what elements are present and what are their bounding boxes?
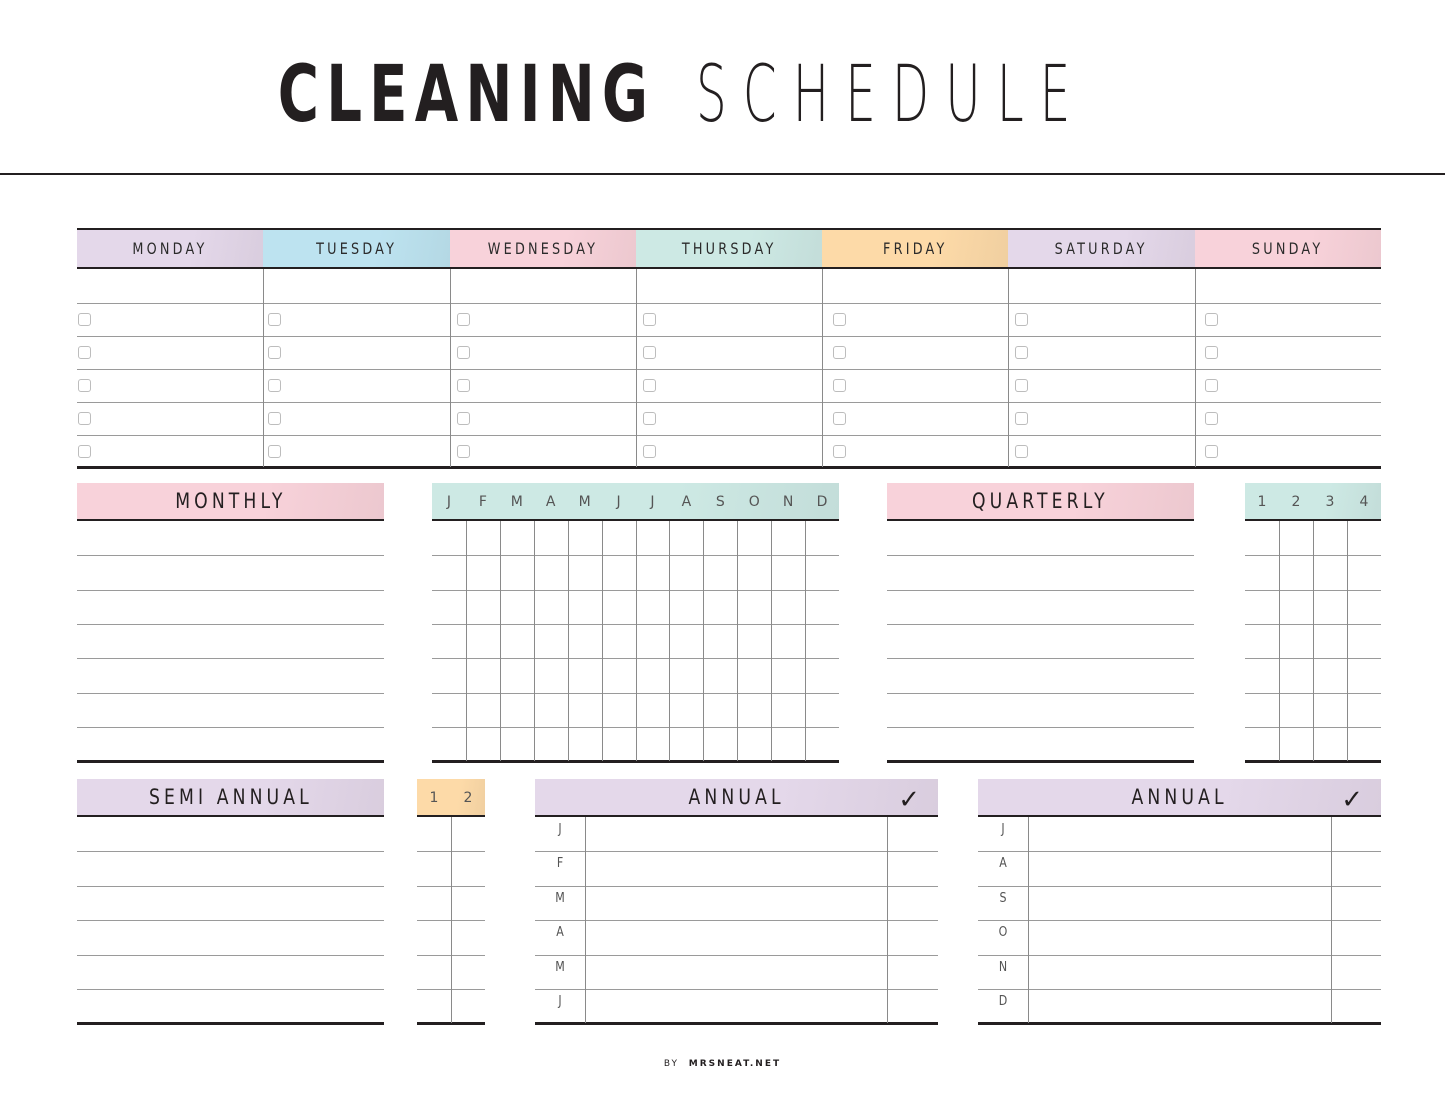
- quarterly-line[interactable]: [887, 693, 1194, 694]
- month-grid-cell[interactable]: [500, 624, 534, 658]
- quarter-grid-cell[interactable]: [1279, 693, 1313, 727]
- semi-grid-cell[interactable]: [451, 817, 485, 851]
- quarter-grid-cell[interactable]: [1313, 693, 1347, 727]
- quarter-grid-column-label: 3: [1325, 494, 1335, 510]
- day-header-sunday: [1195, 230, 1381, 269]
- annual-check-cell[interactable]: [887, 851, 938, 885]
- row-divider: [77, 402, 1381, 403]
- annual-task-field[interactable]: [1028, 920, 1331, 954]
- column-divider: [263, 269, 264, 467]
- month-grid-cell[interactable]: [703, 727, 737, 761]
- month-grid-column-label: J: [650, 494, 655, 510]
- month-grid-column-label: M: [578, 494, 591, 510]
- task-checkbox[interactable]: [1205, 346, 1218, 359]
- semi-grid-column-label: 2: [463, 790, 473, 806]
- month-grid-column-label: O: [748, 494, 760, 510]
- task-checkbox[interactable]: [268, 346, 281, 359]
- month-grid-cell[interactable]: [432, 521, 466, 555]
- month-grid-cell[interactable]: [805, 624, 839, 658]
- task-checkbox[interactable]: [78, 346, 91, 359]
- month-grid-cell[interactable]: [771, 658, 805, 692]
- month-grid-cell[interactable]: [432, 624, 466, 658]
- annual-month-label: J: [558, 822, 562, 837]
- month-grid-cell[interactable]: [568, 693, 602, 727]
- month-grid-cell[interactable]: [737, 590, 771, 624]
- task-checkbox[interactable]: [457, 313, 470, 326]
- quarter-grid-cell[interactable]: [1245, 521, 1279, 555]
- month-grid-cell[interactable]: [669, 590, 703, 624]
- annual-month-label: N: [998, 959, 1008, 975]
- month-grid-cell[interactable]: [737, 693, 771, 727]
- month-grid-column-label: A: [681, 494, 692, 510]
- month-grid-cell[interactable]: [534, 693, 568, 727]
- weekly-table: [77, 228, 1381, 468]
- month-grid-cell[interactable]: [466, 693, 500, 727]
- annual-label-divider: [585, 817, 586, 1023]
- month-grid-cell[interactable]: [568, 624, 602, 658]
- quarter-grid-column-label: 4: [1359, 494, 1369, 510]
- day-header-tuesday: [263, 230, 450, 269]
- monthly-line[interactable]: [77, 624, 384, 625]
- month-grid-cell[interactable]: [500, 693, 534, 727]
- semi-annual-line[interactable]: [77, 989, 384, 990]
- annual-task-field[interactable]: [585, 886, 887, 920]
- month-grid-cell[interactable]: [805, 555, 839, 589]
- task-checkbox[interactable]: [643, 379, 656, 392]
- annual-check-cell[interactable]: [887, 886, 938, 920]
- quarter-grid-cell[interactable]: [1279, 658, 1313, 692]
- annual-check-divider: [1331, 817, 1332, 1023]
- quarter-grid-cell[interactable]: [1313, 658, 1347, 692]
- task-checkbox[interactable]: [268, 412, 281, 425]
- annual-month-label: D: [998, 994, 1008, 1009]
- month-grid-column-label: D: [816, 494, 828, 510]
- task-checkbox[interactable]: [268, 379, 281, 392]
- annual-check-cell[interactable]: [1331, 955, 1381, 989]
- weekly-bottom-rule: [77, 466, 1381, 469]
- semi-grid-cell[interactable]: [451, 989, 485, 1023]
- annual-task-field[interactable]: [585, 817, 887, 851]
- quarter-grid-cell[interactable]: [1279, 727, 1313, 761]
- month-grid-cell[interactable]: [669, 693, 703, 727]
- task-checkbox[interactable]: [1015, 346, 1028, 359]
- row-divider: [77, 435, 1381, 436]
- month-grid-cell[interactable]: [534, 658, 568, 692]
- month-grid-cell[interactable]: [737, 727, 771, 761]
- column-divider: [636, 269, 637, 467]
- month-grid-cell[interactable]: [500, 658, 534, 692]
- task-checkbox[interactable]: [457, 379, 470, 392]
- semi-annual-line[interactable]: [77, 920, 384, 921]
- annual-check-divider: [887, 817, 888, 1023]
- quarter-grid-cell[interactable]: [1313, 727, 1347, 761]
- month-grid-cell[interactable]: [737, 624, 771, 658]
- annual-check-cell[interactable]: [887, 955, 938, 989]
- day-header-saturday: [1008, 230, 1195, 269]
- task-checkbox[interactable]: [78, 412, 91, 425]
- task-checkbox[interactable]: [1015, 412, 1028, 425]
- month-grid-column-label: A: [545, 494, 556, 510]
- annual-month-label: A: [999, 856, 1007, 872]
- annual-task-field[interactable]: [1028, 817, 1331, 851]
- quarter-grid-cell[interactable]: [1245, 727, 1279, 761]
- month-grid-cell[interactable]: [805, 590, 839, 624]
- month-grid-cell[interactable]: [737, 555, 771, 589]
- annual-task-field[interactable]: [1028, 955, 1331, 989]
- month-grid-cell[interactable]: [466, 658, 500, 692]
- quarter-grid-cell[interactable]: [1279, 590, 1313, 624]
- month-grid-cell[interactable]: [466, 624, 500, 658]
- month-grid-cell[interactable]: [669, 555, 703, 589]
- annual-task-field[interactable]: [585, 955, 887, 989]
- quarter-grid-cell[interactable]: [1279, 624, 1313, 658]
- month-grid-cell[interactable]: [737, 521, 771, 555]
- column-divider: [822, 269, 823, 467]
- annual-month-label: S: [999, 890, 1007, 906]
- month-grid-cell[interactable]: [602, 693, 636, 727]
- task-checkbox[interactable]: [268, 313, 281, 326]
- day-label: WEDNESDAY: [487, 239, 599, 258]
- quarter-grid-cell[interactable]: [1245, 624, 1279, 658]
- annual-check-cell[interactable]: [887, 989, 938, 1023]
- month-grid-cell[interactable]: [805, 693, 839, 727]
- task-checkbox[interactable]: [78, 445, 91, 458]
- month-grid-cell[interactable]: [602, 521, 636, 555]
- month-grid-column-label: J: [446, 494, 452, 510]
- quarter-grid-cell[interactable]: [1245, 555, 1279, 589]
- monthly-line[interactable]: [77, 693, 384, 694]
- day-label: THURSDAY: [681, 239, 777, 258]
- task-checkbox[interactable]: [643, 412, 656, 425]
- title-light-word: SCHEDULE: [696, 50, 1087, 140]
- month-grid-cell[interactable]: [500, 555, 534, 589]
- task-checkbox[interactable]: [833, 313, 846, 326]
- quarter-grid-cell[interactable]: [1245, 590, 1279, 624]
- month-grid-cell[interactable]: [636, 555, 670, 589]
- column-divider: [1195, 269, 1196, 467]
- task-checkbox[interactable]: [78, 379, 91, 392]
- month-grid-cell[interactable]: [466, 555, 500, 589]
- month-grid-cell[interactable]: [703, 624, 737, 658]
- month-grid-cell[interactable]: [466, 727, 500, 761]
- month-grid-cell[interactable]: [602, 590, 636, 624]
- quarter-grid-cell[interactable]: [1347, 624, 1381, 658]
- day-header-wednesday: [450, 230, 636, 269]
- quarterly-line[interactable]: [887, 658, 1194, 659]
- annual-header: [535, 779, 938, 817]
- month-grid-cell[interactable]: [805, 658, 839, 692]
- annual-label-divider: [1028, 817, 1029, 1023]
- month-grid-cell[interactable]: [568, 555, 602, 589]
- month-grid-cell[interactable]: [703, 555, 737, 589]
- annual-task-field[interactable]: [585, 989, 887, 1023]
- month-grid-cell[interactable]: [602, 727, 636, 761]
- quarterly-line[interactable]: [887, 590, 1194, 591]
- page-title: [0, 52, 1445, 138]
- semi-annual-line[interactable]: [77, 955, 384, 956]
- annual-check-cell[interactable]: [1331, 989, 1381, 1023]
- annual-check-cell[interactable]: [887, 817, 938, 851]
- month-grid-cell[interactable]: [466, 590, 500, 624]
- quarterly-line[interactable]: [887, 727, 1194, 728]
- month-grid-cell[interactable]: [500, 590, 534, 624]
- semi-grid-cell[interactable]: [417, 989, 451, 1023]
- month-grid-cell[interactable]: [432, 658, 466, 692]
- task-checkbox[interactable]: [1205, 313, 1218, 326]
- month-grid-cell[interactable]: [432, 727, 466, 761]
- semi-annual-line[interactable]: [77, 851, 384, 852]
- task-checkbox[interactable]: [1205, 445, 1218, 458]
- task-checkbox[interactable]: [643, 346, 656, 359]
- task-checkbox[interactable]: [457, 412, 470, 425]
- task-checkbox[interactable]: [1015, 379, 1028, 392]
- task-checkbox[interactable]: [1205, 412, 1218, 425]
- day-header-friday: [822, 230, 1008, 269]
- row-divider: [77, 336, 1381, 337]
- month-grid-cell[interactable]: [805, 727, 839, 761]
- quarter-grid-cell[interactable]: [1313, 624, 1347, 658]
- quarter-grid-cell[interactable]: [1347, 590, 1381, 624]
- task-checkbox[interactable]: [833, 445, 846, 458]
- annual-task-field[interactable]: [1028, 989, 1331, 1023]
- month-grid-cell[interactable]: [669, 624, 703, 658]
- monthly-line[interactable]: [77, 555, 384, 556]
- month-grid-cell[interactable]: [636, 590, 670, 624]
- month-grid-cell[interactable]: [737, 658, 771, 692]
- month-grid-cell[interactable]: [636, 658, 670, 692]
- annual-month-label: M: [555, 959, 565, 975]
- annual-month-label: J: [558, 994, 562, 1009]
- monthly-bottom-rule: [77, 760, 384, 763]
- annual-month-label: M: [555, 890, 565, 906]
- monthly-line[interactable]: [77, 658, 384, 659]
- quarter-grid-column-label: 1: [1257, 494, 1267, 510]
- month-grid-cell[interactable]: [669, 658, 703, 692]
- task-checkbox[interactable]: [1015, 445, 1028, 458]
- month-grid-cell[interactable]: [466, 521, 500, 555]
- month-grid-cell[interactable]: [534, 624, 568, 658]
- annual-task-field[interactable]: [1028, 886, 1331, 920]
- semi-grid-cell[interactable]: [451, 955, 485, 989]
- quarter-grid-cell[interactable]: [1245, 658, 1279, 692]
- month-grid-cell[interactable]: [669, 727, 703, 761]
- monthly-title: MONTHLY: [174, 489, 287, 513]
- quarter-grid-cell[interactable]: [1245, 693, 1279, 727]
- month-grid-cell[interactable]: [771, 624, 805, 658]
- annual-task-field[interactable]: [1028, 851, 1331, 885]
- day-label: SATURDAY: [1054, 239, 1149, 258]
- quarter-grid-cell[interactable]: [1279, 521, 1313, 555]
- annual-check-cell[interactable]: [1331, 817, 1381, 851]
- annual-bottom-rule: [978, 1022, 1381, 1025]
- quarter-grid-cell[interactable]: [1347, 658, 1381, 692]
- footer-by: BY: [663, 1059, 680, 1069]
- month-grid-cell[interactable]: [568, 658, 602, 692]
- task-checkbox[interactable]: [643, 313, 656, 326]
- semi-grid-header: [417, 779, 485, 817]
- quarterly-title: QUARTERLY: [972, 489, 1109, 513]
- title-bold-word: CLEANING: [277, 50, 655, 140]
- month-grid-cell[interactable]: [602, 555, 636, 589]
- task-checkbox[interactable]: [643, 445, 656, 458]
- annual-task-field[interactable]: [585, 851, 887, 885]
- quarter-grid-cell[interactable]: [1347, 555, 1381, 589]
- month-grid-cell[interactable]: [432, 555, 466, 589]
- footer-site-link[interactable]: MRSNEAT.NET: [688, 1059, 782, 1069]
- month-grid-cell[interactable]: [771, 727, 805, 761]
- month-grid-cell[interactable]: [432, 693, 466, 727]
- month-grid-cell[interactable]: [568, 727, 602, 761]
- annual-month-label: A: [556, 925, 564, 941]
- quarter-grid-cell[interactable]: [1313, 590, 1347, 624]
- annual-title: ANNUAL: [1131, 785, 1228, 809]
- annual-check-cell[interactable]: [1331, 886, 1381, 920]
- annual-title: ANNUAL: [688, 785, 785, 809]
- row-divider: [77, 303, 1381, 304]
- day-label: MONDAY: [132, 239, 208, 258]
- column-divider: [1008, 269, 1009, 467]
- monthly-line[interactable]: [77, 590, 384, 591]
- month-grid-cell[interactable]: [771, 555, 805, 589]
- month-grid-column-label: N: [782, 494, 794, 510]
- month-grid-cell[interactable]: [602, 658, 636, 692]
- month-grid-cell[interactable]: [534, 590, 568, 624]
- quarterly-line[interactable]: [887, 555, 1194, 556]
- task-checkbox[interactable]: [1015, 313, 1028, 326]
- semi-grid-cell[interactable]: [451, 920, 485, 954]
- quarterly-line[interactable]: [887, 624, 1194, 625]
- semi-grid-cell[interactable]: [417, 955, 451, 989]
- month-grid-cell[interactable]: [636, 727, 670, 761]
- task-checkbox[interactable]: [1205, 379, 1218, 392]
- month-grid-cell[interactable]: [568, 590, 602, 624]
- annual-month-label: O: [998, 925, 1008, 941]
- month-grid-cell[interactable]: [771, 693, 805, 727]
- quarter-grid-cell[interactable]: [1347, 521, 1381, 555]
- task-checkbox[interactable]: [457, 445, 470, 458]
- month-grid-cell[interactable]: [432, 590, 466, 624]
- semi-grid-cell[interactable]: [417, 817, 451, 851]
- annual-task-field[interactable]: [585, 920, 887, 954]
- quarter-grid-cell[interactable]: [1279, 555, 1313, 589]
- day-label: SUNDAY: [1252, 239, 1324, 258]
- annual-check-cell[interactable]: [1331, 920, 1381, 954]
- monthly-line[interactable]: [77, 727, 384, 728]
- column-divider: [450, 269, 451, 467]
- month-grid-cell[interactable]: [636, 624, 670, 658]
- footer-credit: [0, 1059, 1445, 1069]
- semi-grid-cell[interactable]: [417, 851, 451, 885]
- month-grid-cell[interactable]: [703, 521, 737, 555]
- annual-check-cell[interactable]: [887, 920, 938, 954]
- semi-grid-cell[interactable]: [451, 886, 485, 920]
- month-grid-column-label: J: [616, 494, 621, 510]
- month-grid-cell[interactable]: [703, 590, 737, 624]
- day-header-thursday: [636, 230, 822, 269]
- quarter-grid-cell[interactable]: [1313, 521, 1347, 555]
- quarter-grid-cell[interactable]: [1313, 555, 1347, 589]
- checkmark-icon: ✓: [1341, 785, 1363, 815]
- day-label: TUESDAY: [315, 239, 397, 258]
- month-grid-cell[interactable]: [534, 521, 568, 555]
- task-checkbox[interactable]: [833, 346, 846, 359]
- month-grid-cell[interactable]: [500, 521, 534, 555]
- task-checkbox[interactable]: [457, 346, 470, 359]
- quarter-grid-cell[interactable]: [1347, 727, 1381, 761]
- task-checkbox[interactable]: [268, 445, 281, 458]
- month-grid-column-label: M: [510, 494, 523, 510]
- month-grid-cell[interactable]: [636, 521, 670, 555]
- month-grid-cell[interactable]: [805, 521, 839, 555]
- annual-month-label: F: [556, 856, 564, 872]
- checkmark-icon: ✓: [898, 785, 920, 815]
- month-grid-cell[interactable]: [534, 555, 568, 589]
- annual-month-label: J: [1001, 822, 1005, 837]
- quarter-grid-column-label: 2: [1291, 494, 1301, 510]
- month-grid-cell[interactable]: [669, 521, 703, 555]
- quarterly-bottom-rule: [887, 760, 1194, 763]
- monthly-header: [77, 483, 384, 521]
- month-grid-cell[interactable]: [636, 693, 670, 727]
- task-checkbox[interactable]: [78, 313, 91, 326]
- day-label: FRIDAY: [882, 239, 948, 258]
- semi-grid-cell[interactable]: [451, 851, 485, 885]
- month-grid-cell[interactable]: [568, 521, 602, 555]
- month-grid-cell[interactable]: [771, 521, 805, 555]
- semi-annual-header: [77, 779, 384, 817]
- annual-bottom-rule: [535, 1022, 938, 1025]
- month-grid-cell[interactable]: [703, 658, 737, 692]
- task-checkbox[interactable]: [833, 412, 846, 425]
- title-divider: [0, 173, 1445, 175]
- month-grid-header: [432, 483, 839, 521]
- semi-grid-column-label: 1: [429, 790, 439, 806]
- semi-annual-title: SEMI ANNUAL: [148, 785, 313, 809]
- month-grid-cell[interactable]: [602, 624, 636, 658]
- annual-check-cell[interactable]: [1331, 851, 1381, 885]
- task-checkbox[interactable]: [833, 379, 846, 392]
- month-grid-column-label: F: [478, 494, 487, 510]
- month-grid-cell[interactable]: [771, 590, 805, 624]
- day-header-monday: [77, 230, 263, 269]
- semi-grid-cell[interactable]: [417, 886, 451, 920]
- row-divider: [77, 369, 1381, 370]
- month-grid-cell[interactable]: [500, 727, 534, 761]
- semi-annual-bottom-rule: [77, 1022, 384, 1025]
- month-grid-cell[interactable]: [534, 727, 568, 761]
- annual-header: [978, 779, 1381, 817]
- semi-annual-line[interactable]: [77, 886, 384, 887]
- quarterly-header: [887, 483, 1194, 521]
- quarter-grid-header: [1245, 483, 1381, 521]
- semi-grid-cell[interactable]: [417, 920, 451, 954]
- month-grid-column-label: S: [715, 494, 725, 510]
- month-grid-cell[interactable]: [703, 693, 737, 727]
- quarter-grid-cell[interactable]: [1347, 693, 1381, 727]
